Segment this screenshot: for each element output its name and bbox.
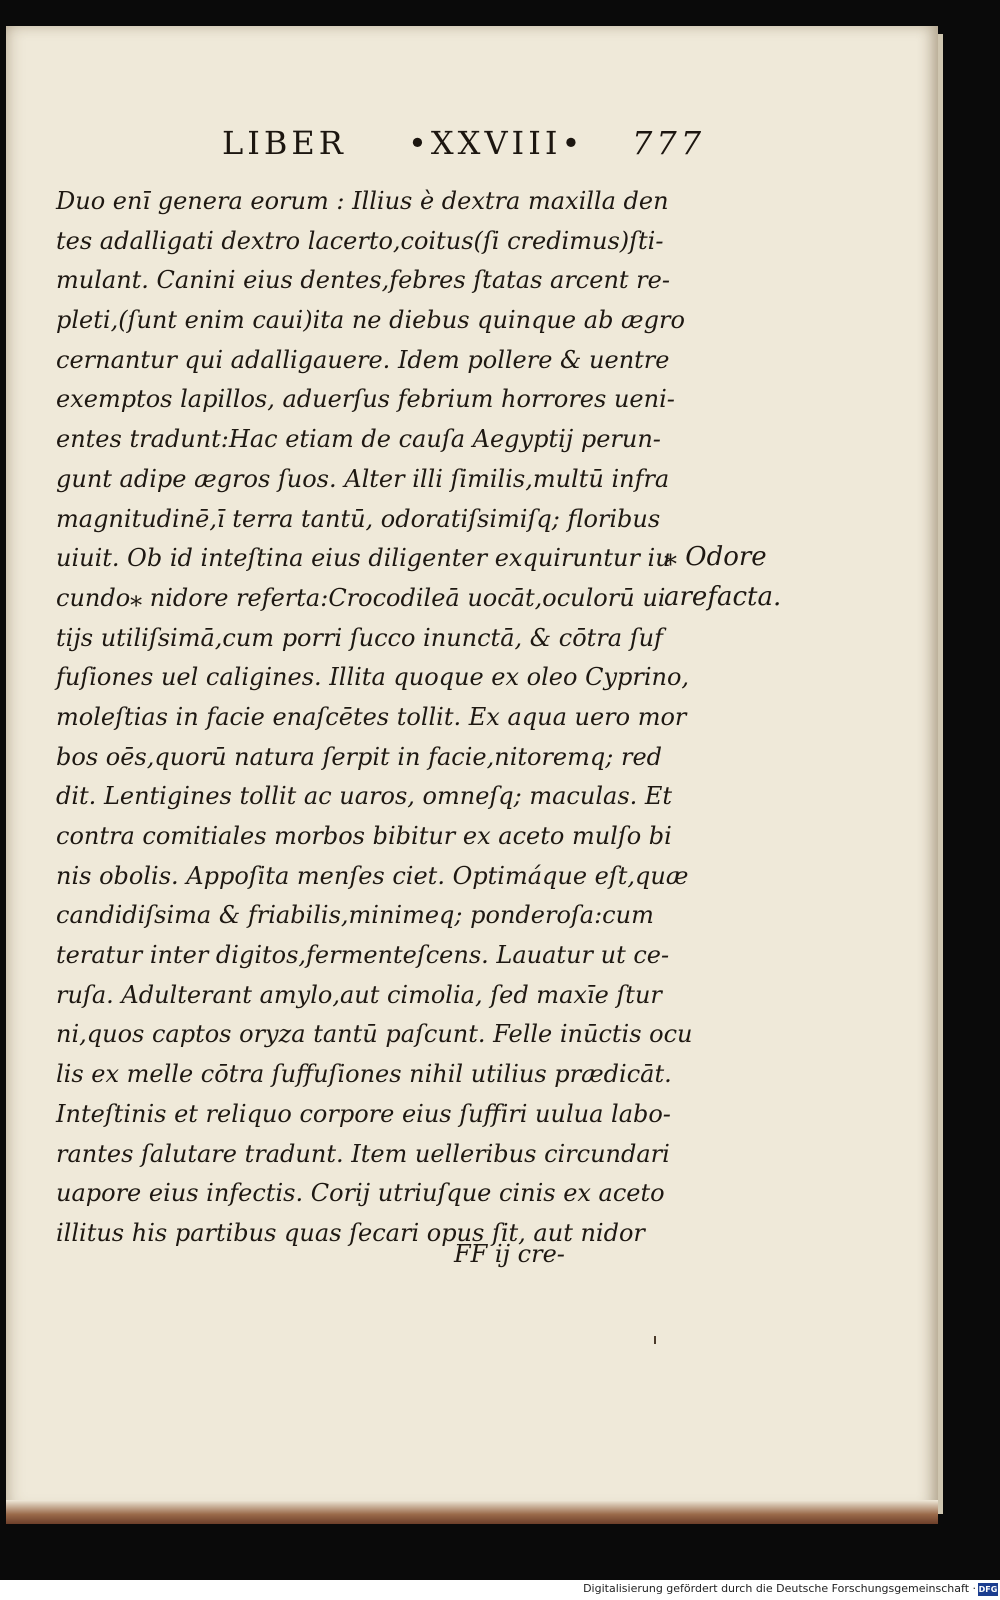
text-line: tijs utiliſsimā,cum porri ſucco inunctā, & cōtra ſuf [56,623,663,652]
text-line: Duo enī genera eorum : Illius è dextra maxilla den [56,187,669,215]
page-edge [938,34,943,1514]
text-line: lis ex melle cōtra ſuffuſiones nihil utilius prædicāt. [56,1060,672,1089]
text-line: exemptos lapillos, aduerſus febrium horrores ueni- [56,385,675,414]
text-line: moleſtias in facie enaſcētes tollit. Ex aqua uero mor [56,702,687,731]
page-bottom-stain [6,1500,938,1524]
dfg-logo: DFG [978,1585,998,1594]
text-line: nis obolis. Appoſita menſes ciet. Optimáque eſt,quæ [56,861,689,890]
marginal-note-line: ⁎ Odore [664,542,767,572]
text-line: magnitudinē,ī terra tantū, odoratiſsimiſq; floribus [56,504,661,533]
marginal-note [664,537,804,617]
footer-bar [0,1580,1000,1600]
text-line: uiuit. Ob id inteſtina eius diligenter exquiruntur iu [56,544,671,573]
folio-number: 777 [632,124,706,162]
text-line: uapore eius infectis. Corij utriuſque cinis ex aceto [56,1179,665,1208]
text-line: candidiſsima & friabilis,minimeq; ponderoſa:cum [56,901,654,930]
text-line: rantes ſalutare tradunt. Item uelleribus circundari [56,1139,670,1168]
marginal-note-line: arefacta. [664,582,782,612]
body-text [56,182,693,1254]
text-line: fuſiones uel caligines. Illita quoque ex oleo Cyprino, [56,663,690,692]
text-line: mulant. Canini eius dentes,febres ſtatas arcent re- [56,266,670,295]
text-line: ruſa. Adulterant amylo,aut cimolia, ſed maxīe ſtur [56,980,662,1009]
running-header [222,124,706,168]
text-line: cundo⁎ nidore referta:Crocodileā uocāt,oculorū ui [56,583,666,612]
text-line: gunt adipe ægros ſuos. Alter illi ſimilis,multū infra [56,464,670,493]
header-book-number: •XXVIII• [408,124,585,162]
ink-speck [654,1336,656,1344]
text-line: teratur inter digitos,fermenteſcens. Lauatur ut ce- [56,941,670,970]
text-line: bos oēs,quorū natura ſerpit in facie,nitoremq; red [56,742,663,771]
text-line: tes adalligati dextro lacerto,coitus(ſi credimus)ſti- [56,226,664,255]
text-line: contra comitiales morbos bibitur ex aceto mulſo bi [56,822,672,850]
header-liber: LIBER [222,124,347,162]
funding-credit: Digitalisierung gefördert durch die Deutsche Forschungsgemeinschaft · [583,1582,976,1595]
text-line: Inteſtinis et reliquo corpore eius ſuffiri uulua labo- [56,1099,671,1128]
text-line: cernantur qui adalligauere. Idem pollere & uentre [56,345,670,374]
text-line: ni,quos captos oryza tantū paſcunt. Felle inūctis ocu [56,1020,693,1049]
text-line: illitus his partibus quas ſecari opus ſit, aut nidor [56,1218,645,1247]
catchword-signature: FF ij cre- [454,1240,565,1268]
text-line: dit. Lentigines tollit ac uaros, omneſq; maculas. Et [56,782,673,811]
text-line: entes tradunt:Hac etiam de cauſa Aegyptij perun- [56,425,661,454]
text-line: pleti,(ſunt enim caui)ita ne diebus quinque ab ægro [56,306,685,335]
